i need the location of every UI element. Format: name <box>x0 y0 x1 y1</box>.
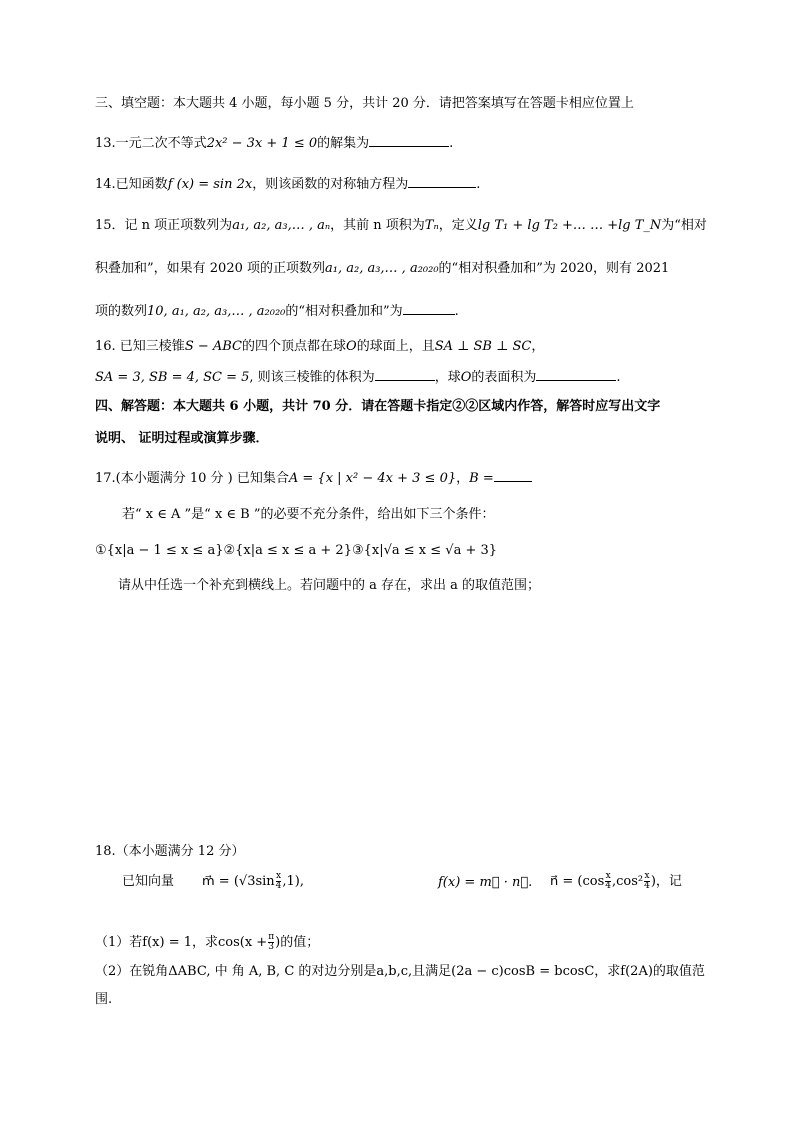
q17-answer-blank[interactable] <box>494 469 532 482</box>
q16-area-blank[interactable] <box>536 368 616 381</box>
q15-line1-d: 为“相对 <box>661 218 707 233</box>
q18-part2-line1: （2）在锐角ΔABC, 中 角 A, B, C 的对边分别是a,b,c,且满足(2a − c)cosB = bcosC，求f(2A)的取值范 <box>95 964 705 979</box>
question-17-conditions <box>95 542 497 560</box>
q18-m-frac-num: x <box>276 871 282 881</box>
question-15-line-1 <box>95 217 707 235</box>
q13-suffix: 的解集为 <box>317 136 370 151</box>
q15-line3-a: 项的数列 <box>95 304 148 319</box>
q16-line1-c: 的球面上，且 <box>356 339 435 354</box>
q16-line2-b: , 则该三棱锥的体积为 <box>249 370 375 385</box>
q14-function: f (x) = sin 2x <box>167 177 253 192</box>
q14-answer-blank[interactable] <box>408 175 476 188</box>
q15-answer-blank[interactable] <box>403 302 455 315</box>
q16-lengths: SA = 3, SB = 4, SC = 5 <box>95 370 250 385</box>
q18-n-mid: ,cos² <box>611 874 644 889</box>
q17-line4: 请从中任选一个补充到横线上。若问题中的 a 存在，求出 a 的取值范围； <box>118 578 541 593</box>
q18-m-frac-den: 4 <box>275 881 282 891</box>
section-4-heading-text-2: 说明、 证明过程或演算步骤． <box>95 431 269 446</box>
q17-line1-b: ， <box>456 471 470 486</box>
q17-line2: 若“ x ∈ A ”是“ x ∈ B ”的必要不充分条件，给出如下三个条件： <box>122 507 495 522</box>
q18-part2-line2: 围. <box>95 992 113 1007</box>
q16-perpendicular: SA ⊥ SB ⊥ SC <box>434 339 532 354</box>
q17-line1-a: 17.(本小题满分 10 分 ) 已知集合 <box>95 471 289 486</box>
section-4-heading-text-1: 四、解答题：本大题共 6 小题，共计 70 分．请在答题卡指定②②区域内作答，解答时应写出文字 <box>95 399 661 414</box>
section-3-heading-text: 三、填空题：本大题共 4 小题，每小题 5 分，共计 20 分．请把答案填写在答题卡相应位置上 <box>95 96 634 111</box>
question-16-line-2 <box>95 368 621 387</box>
question-13 <box>95 134 453 153</box>
q15-sequence-2020: a₁, a₂, a₃,… , a₂₀₂₀ <box>325 261 439 276</box>
section-4-heading-line-1 <box>95 398 660 416</box>
q15-line1-a: 15．记 n 项正项数列为 <box>95 218 233 233</box>
q15-sequence: a₁, a₂, a₃,… , aₙ <box>232 218 331 233</box>
q15-tn: Tₙ <box>424 218 439 233</box>
q18-f-def: f(x) = m⃗ · n⃗. <box>438 875 533 890</box>
question-18-part-1 <box>95 933 319 952</box>
question-18-part-2-line-1 <box>95 963 705 981</box>
question-15-line-2 <box>95 260 669 278</box>
q15-line2-b: 的“相对积叠加和”为 2020，则有 2021 <box>438 261 670 276</box>
question-17-line-4 <box>118 577 540 595</box>
q18-title: 18.（本小题满分 12 分） <box>95 844 245 859</box>
question-18-part-2-line-2 <box>95 991 112 1009</box>
q18-given-label: 已知向量 <box>122 874 175 889</box>
q15-sequence-2021: 10, a₁, a₂, a₃,… , a₂₀₂₀ <box>147 304 286 319</box>
q17-conditions-text: ①{x|a − 1 ≤ x ≤ a}②{x|a ≤ x ≤ a + 2}③{x|√a ≤ x ≤ √a + 3} <box>95 543 498 558</box>
q17-set-a: A = {x | x² − 4x + 3 ≤ 0} <box>288 471 457 486</box>
question-14 <box>95 175 480 194</box>
question-17-line-2 <box>122 506 495 524</box>
q18-part1-frac-den: 3 <box>268 942 275 952</box>
q16-end: . <box>616 370 621 385</box>
q18-part1-frac-num: π <box>268 932 275 942</box>
q13-end: . <box>449 136 454 151</box>
q13-prefix: 13.一元二次不等式 <box>95 136 207 151</box>
q18-n-frac-num: x <box>605 871 611 881</box>
q16-sphere: O <box>346 339 357 354</box>
q14-suffix: ，则该函数的对称轴方程为 <box>252 177 409 192</box>
q16-line1-d: ， <box>531 339 545 354</box>
q15-line1-c: ，定义 <box>438 218 478 233</box>
q14-end: . <box>476 177 481 192</box>
question-18-title <box>95 843 244 861</box>
question-17-line-1 <box>95 469 532 488</box>
q18-m-fraction <box>276 872 282 891</box>
q16-line1-a: 16. 已知三棱锥 <box>95 339 185 354</box>
q15-line1-b: ，其前 n 项积为 <box>330 218 425 233</box>
q18-part1-b: )的值； <box>275 935 320 950</box>
q16-pyramid: S − ABC <box>184 339 243 354</box>
q15-line3-b: 的“相对积叠加和”为 <box>285 304 403 319</box>
q16-sphere-2: O <box>460 370 472 385</box>
q18-n-vector: n⃗ = (cos <box>550 874 605 889</box>
section-3-heading <box>95 95 634 113</box>
question-16-line-1 <box>95 338 544 356</box>
q18-part1-a: （1）若f(x) = 1，求cos(x + <box>95 935 268 950</box>
q14-prefix: 14.已知函数 <box>95 177 168 192</box>
q15-lg-sum: lg T₁ + lg T₂ +… … +lg T_N <box>477 218 662 233</box>
q15-end: . <box>454 304 459 319</box>
question-18-f-definition <box>438 874 532 892</box>
q18-n-fraction-2 <box>644 872 650 891</box>
q13-inequality: 2x² − 3x + 1 ≤ 0 <box>206 136 318 151</box>
q18-n-frac-den: 4 <box>605 881 611 891</box>
q18-n-fraction-1 <box>605 872 611 891</box>
section-4-heading-line-2 <box>95 430 269 448</box>
q18-m-vector: m⃗ = (√3sin <box>202 874 275 889</box>
q18-n-frac2-num: x <box>644 871 650 881</box>
q13-answer-blank[interactable] <box>369 134 449 147</box>
q17-set-b: B = <box>469 471 494 486</box>
q15-line2-a: 积叠加和”，如果有 2020 项的正项数列 <box>95 261 325 276</box>
question-18-given <box>122 872 304 891</box>
question-15-line-3 <box>95 302 459 321</box>
q18-n-end: )，记 <box>650 874 682 889</box>
q18-m-vector-end: ,1), <box>282 874 305 889</box>
q16-line1-b: 的四个顶点都在球 <box>242 339 347 354</box>
question-18-n-vector <box>550 872 682 891</box>
q18-part1-fraction <box>268 933 274 952</box>
q16-volume-blank[interactable] <box>375 368 435 381</box>
q18-n-frac2-den: 4 <box>644 881 650 891</box>
q16-line2-d: 的表面积为 <box>471 370 537 385</box>
q16-line2-c: ，球 <box>434 370 461 385</box>
